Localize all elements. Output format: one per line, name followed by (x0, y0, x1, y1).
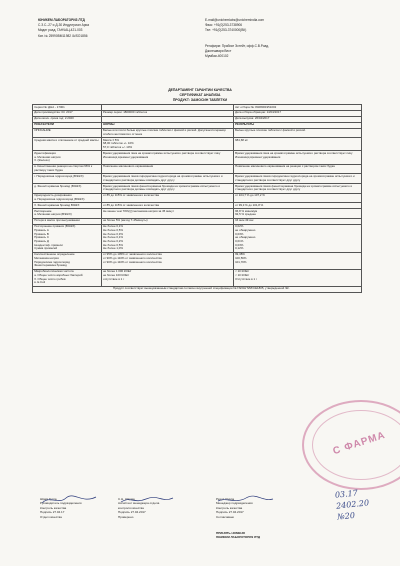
signatory-line: Руководитель подразделения (40, 501, 82, 506)
table-row (33, 128, 362, 138)
test-name-cell: Средняя масса и отклонение от средней массы (33, 138, 102, 151)
document-title (100, 88, 300, 103)
signature-middle (118, 494, 178, 506)
result-cell: Появление малинового окрашивания на реакции с раствором таких будка (233, 164, 361, 174)
test-name-cell: Потеря в массе при высушивании (33, 218, 102, 224)
company-address-left (38, 18, 188, 39)
test-name-cell: Микробиологическая чистота a. Общее число аэробных бактерий б. Общее число грибов в. E.Coli (33, 269, 102, 286)
result-cell: 0,02% не обнаружено 0,03% не обнаружено 0,01% 0,03% 0,12% (233, 224, 361, 252)
result-cell: Белые круглые плоские таблетки с фаской и риской. (233, 128, 361, 138)
table-row (33, 164, 362, 174)
meta-cell: Дата отбора образцов: 14/04/2017 (233, 110, 361, 116)
signatory-line: Подпись 27.04.17 (40, 510, 65, 515)
signatory-line: контроля качества (118, 505, 144, 510)
table-row (33, 138, 362, 151)
meta-cell: Дата оконч. срока год: 2.2020 (33, 116, 102, 122)
signatory-line: Контроль качества (216, 505, 243, 510)
test-name-cell: ОПИСАНИЕ (33, 128, 102, 138)
approval-line: ПРИНЯТЬ НОМЕНЯ (216, 531, 245, 535)
signatory-line: Отдел качества (40, 514, 62, 519)
signatory-line: Подпись 27.04.2017 (216, 510, 244, 515)
norm-cell: Появление малинового окрашивания (101, 164, 233, 174)
norm-cell: Масса ± 5% 68,00 таблеток +/- 10% 57,0 таблеток +/- 10% (101, 138, 233, 151)
norm-cell: Не более 0,1% Не более 0,5% Не более 0,3% Не более 0,1% Не более 0,2% Не более 0,5% Не более 1,0% (101, 224, 233, 252)
signatory-line: Подпись 27.04.2017 (118, 510, 146, 515)
meta-cell: Дата производства: 03. 2017 (33, 110, 102, 116)
header-right2-line: Джогешвари Вест (205, 49, 232, 54)
title-line: ДЕПАРТАМЕНТ ГАРАНТИИ КАЧЕСТВА (168, 88, 232, 92)
test-name-cell: г. Пиридоксина гидрохлорид (ВЭЖХ) (33, 174, 102, 184)
signature-left (40, 494, 100, 506)
norm-cell: от 95% до 105% от заявленного количества от 90% до 110% от заявленного количества от 90% до 110% от заявленного количества (101, 252, 233, 269)
norm-cell: Не менее чем 70%(Q) метаниаза натрия за 45 минут (101, 209, 233, 219)
header-right-line: E-mail@unichemlabs@unichemindia.com (205, 18, 265, 22)
conclusion-row (33, 286, 362, 292)
handwritten-line: 2402.20 (335, 498, 370, 511)
norm-cell: не более 5% (метод Т-45минуты) (101, 218, 233, 224)
signatory-line: Рахул Шукла (216, 497, 235, 501)
table-row (33, 174, 362, 184)
result-cell: 96,8 % минимум 92,5 % среднее (233, 209, 361, 219)
result-cell: от 99,3 % до 101,8 % (233, 203, 361, 209)
norm-cell: Время удерживания пика на хроматограмме испытуемого раствора соответствует пику Изониазид времени удерживания (101, 151, 233, 164)
handwritten-note (334, 486, 370, 522)
test-name-cell: Растворение а. Метаниаз натрия (ВЭЖХ) (33, 209, 102, 219)
norm-cell: от 85 до 115% от заявленного количества (101, 203, 233, 209)
column-header: РЕЗУЛЬТАТЫ (233, 122, 361, 128)
registered-office (205, 44, 375, 60)
header-right-line: Тел: +91(0)253-3740000(ВК) (205, 28, 247, 33)
header-left-line: ЮНИКЕМ ЛАБОРАТОРИЗ ЛТД (38, 18, 85, 22)
table-row (33, 183, 362, 193)
title-line: СЕРТИФИКАТ АНАЛИЗА (179, 93, 221, 97)
table-row (33, 193, 362, 203)
header-left-line: Мидиг роад, ГАНЧАЦ-421-003 (38, 28, 83, 33)
result-cell: < 10 КОЕ/г < 10 КОЕ/г Отсутствие в 1 г (233, 269, 361, 286)
conclusion-text: Продукт соответствует вышеуказанным стандартам согласно внутренней спецификации № ГАРАНТИИ/СЕ1805, утвержденной ЭК. (33, 286, 362, 292)
header-right2-line: Мумбаи-400102 (205, 54, 229, 59)
test-name-cell: Однородность дозирования а. Пиридоксина гидрохлорид (ВЭЖХ) (33, 193, 102, 203)
result-cell: 684,68 мг (233, 138, 361, 151)
column-header: НОРМЫ (101, 122, 233, 128)
table-row (33, 269, 362, 286)
result-cell: 16 мин 49 сек (233, 218, 361, 224)
test-name-cell: б. Фенилтерамина бромид ВЭЖХ (33, 203, 102, 209)
analysis-table (32, 104, 362, 293)
meta-cell: Дата выпуска: 26/04/2017 (233, 116, 361, 122)
handwritten-line: 03.17 (334, 488, 359, 500)
test-name-cell: Посторонние примеси (ВЭЖХ) Примесь А Примесь В Примесь С Примесь Д Неидентиф. примеси Сумма примесей (33, 224, 102, 252)
result-cell: Время удерживания пика на хроматограмме испытуемого раствора соответствует пику Изониазид времени удерживания (233, 151, 361, 164)
handwritten-line: №20 (336, 510, 356, 522)
table-row (33, 209, 362, 219)
table-row (33, 252, 362, 269)
company-approval (216, 531, 260, 540)
norm-cell: Время удерживания пиков фенилтерамина бромида на хроматограмме испытуемого и стандартного раствора должны совпадать друг другу (101, 183, 233, 193)
table-row (33, 151, 362, 164)
header-right-line: Факс: +91(0)253-3738906 (205, 23, 243, 28)
norm-cell: от 85 до 115% от заявленного количества (101, 193, 233, 203)
title-line: ПРОДУКТ: ЗАМОСИН ТАБЛЕТКИ (172, 98, 228, 102)
header-right2-line: Регофирм: Прабхат Эстейт, офф.С.В.Роад, (205, 44, 270, 48)
company-stamp (302, 400, 400, 490)
signatory-line: Согласовано (216, 514, 235, 519)
column-header: ПОКАЗАТЕЛИ (33, 122, 102, 128)
test-name-cell: д. Фенилтерамина бромид (ВЭЖХ) (33, 183, 102, 193)
signatory-line: С.Н. Шарма (118, 497, 135, 501)
stamp-label: С ФАРМА (331, 429, 387, 458)
test-rows (33, 128, 362, 286)
header-left-line: Кат. № 25990BM11982 /А/SO1856 (38, 33, 88, 38)
company-contacts-right (205, 18, 375, 34)
meta-cell: Размер серии: 1800000 таблеток (101, 110, 233, 116)
signatory-line: Ассистент менеджера отдела (118, 501, 160, 506)
signature-right (216, 494, 276, 506)
signatory-line: Проверено (118, 514, 134, 519)
norm-cell: не более 1 000 КОЕ/г не более 100 КОЕ/г отсутствие в 1 г (101, 269, 233, 286)
test-name-cell: Количественное определение Метаниаза натрия Пиридоксина гидрохлорид Фенилтерамина бромид (33, 252, 102, 269)
table-row (33, 224, 362, 252)
result-cell: Время удерживания пиков фенилтерамина бромида на хроматограмме испытуемого и стандартного раствора соответствует друг другу (233, 183, 361, 193)
norm-cell: Белые или почти белые круглые плоские таблетки с фаской и риской. Допускается мрамор слабого желтоватого оттенка (101, 128, 233, 138)
signatory-line: Менеджер подразделения (216, 501, 253, 506)
test-name-cell: Идентификация а. Метаниаз натрия б. (Железо) (33, 151, 102, 164)
test-name-cell: в. Качественная реакция на спиртом 96% к раствору таких будка (33, 164, 102, 174)
result-cell: от 104,7 % до 107,2 % (233, 193, 361, 203)
result-cell: 99,38% 100,56% 101,70% (233, 252, 361, 269)
signatory-line: Шрам Гупта (40, 497, 57, 501)
meta-cell: Акт отбора №: 8408001951002 (233, 105, 361, 111)
signatory-line: Контроль качества (40, 505, 67, 510)
meta-cell: Серия №: ДНА - 17001 (33, 105, 102, 111)
result-cell: Время удерживания пиков пиридоксина гидрохлорида на хроматограмме испытуемого и стандартного раствора соответствует друг другу (233, 174, 361, 184)
norm-cell: Время удерживания пиков пиридоксина гидрохлорида на хроматограмме испытуемого и стандартного раствора должны совпадать друг другу (101, 174, 233, 184)
approval-line: ЮНИКЕМ ЛАБОРАТОРИЗ ЛТД (216, 535, 261, 540)
header-left-line: С.З.С.-27 и Д-30 Индустриал Ариа (38, 23, 90, 28)
